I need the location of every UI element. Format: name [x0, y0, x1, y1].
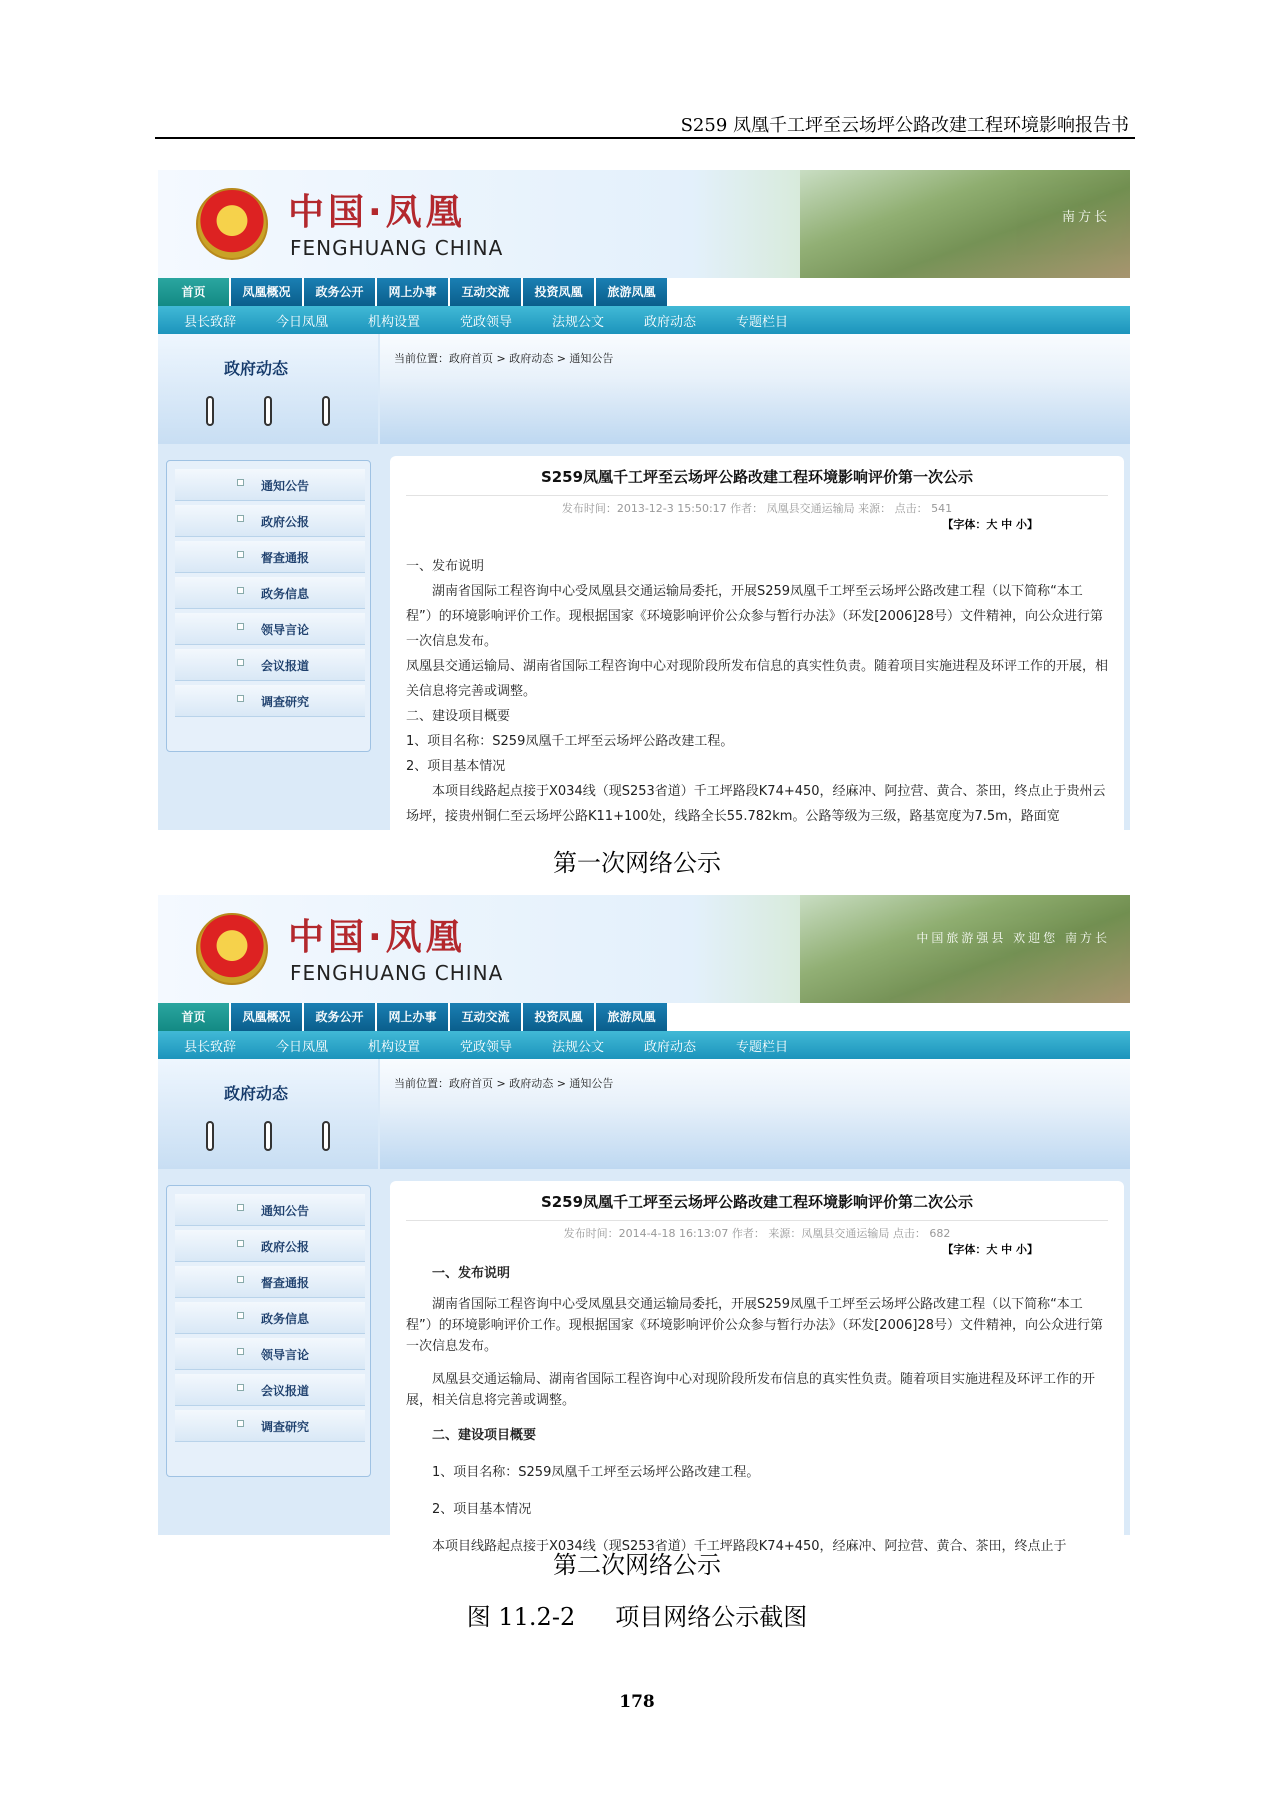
- article-paragraph: 凤凰县交通运输局、湖南省国际工程咨询中心对现阶段所发布信息的真实性负责。随着项目实施进程及环评工作的开展，相关信息将完善或调整。: [406, 1372, 1096, 1408]
- subnav-link[interactable]: 专题栏目: [736, 315, 789, 330]
- bullet-icon: [237, 1420, 244, 1427]
- bullet-icon: [237, 1384, 244, 1391]
- page-number: 178: [619, 1692, 655, 1712]
- font-size-control[interactable]: 【字体：大 中 小】: [942, 518, 1038, 531]
- site-name-en: FENGHUANG CHINA: [290, 961, 504, 985]
- nav-tab-tourism[interactable]: 旅游凤凰: [596, 278, 668, 306]
- hook-icon: [264, 396, 272, 426]
- article-title: S259凤凰千工坪至云场坪公路改建工程环境影响评价第一次公示: [406, 466, 1108, 496]
- hook-icon: [264, 1121, 272, 1151]
- subnav-link[interactable]: 政府动态: [644, 315, 697, 330]
- sub-nav: [158, 306, 1130, 334]
- font-size-control[interactable]: 【字体：大 中 小】: [942, 1243, 1038, 1256]
- caption-first: 第一次网络公示: [553, 849, 721, 877]
- sidebar-item[interactable]: 督查通报: [175, 541, 365, 573]
- subnav-link[interactable]: 县长致辞: [184, 1040, 237, 1055]
- sidebar-menu: [166, 460, 371, 752]
- subnav-link[interactable]: 今日凤凰: [276, 1040, 329, 1055]
- site-banner: [158, 895, 1130, 1003]
- article-paragraph: 湖南省国际工程咨询中心受凤凰县交通运输局委托，开展S259凤凰千工坪至云场坪公路改建工程（以下简称“本工程”）的环境影响评价工作。现根据国家《环境影响评价公众参与暂行办法》（环发[2006]28号）文件精神，向公众进行第一次信息发布。: [406, 584, 1104, 649]
- article-meta: 发布时间：2014-4-18 16:13:07 作者： 来源：凤凰县交通运输局 点击： 682: [563, 1227, 951, 1240]
- sidebar-menu: [166, 1185, 371, 1477]
- nav-tab-invest[interactable]: 投资凤凰: [523, 278, 595, 306]
- subnav-link[interactable]: 机构设置: [368, 315, 421, 330]
- breadcrumb: 当前位置：政府首页 > 政府动态 > 通知公告: [394, 352, 614, 365]
- sidebar-item[interactable]: 调查研究: [175, 1410, 365, 1442]
- site-name-cn: 中国·凤凰: [288, 192, 466, 233]
- nav-tab-home[interactable]: 首页: [158, 1003, 230, 1031]
- nav-tab-overview[interactable]: 凤凰概况: [231, 1003, 303, 1031]
- breadcrumb-bar: [380, 334, 1130, 444]
- article-paragraph: 本项目线路起点接于X034线（现S253省道）千工坪路段K74+450，经麻冲、阿拉营、黄合、茶田，终点止于贵州云场坪，接贵州铜仁至云场坪公路K11+100处，线路全长55.782km。公路等级为三级，路基宽度为7.5m，路面宽: [406, 784, 1106, 824]
- sidebar-item[interactable]: 调查研究: [175, 685, 365, 717]
- article-paragraph: 二、建设项目概要: [406, 709, 511, 724]
- sidebar-title-box: [158, 1059, 378, 1169]
- hook-icon: [206, 1121, 214, 1151]
- article-paragraph: 二、建设项目概要: [432, 1428, 537, 1443]
- screenshot-second-notice: [158, 895, 1130, 1554]
- bullet-icon: [237, 479, 244, 486]
- screenshot-first-notice: [158, 170, 1130, 830]
- sidebar-item[interactable]: 督查通报: [175, 1266, 365, 1298]
- sidebar-item[interactable]: 政务信息: [175, 1302, 365, 1334]
- sidebar-title-box: [158, 334, 378, 444]
- sidebar-item[interactable]: 领导言论: [175, 1338, 365, 1370]
- hook-icon: [322, 396, 330, 426]
- bullet-icon: [237, 587, 244, 594]
- subnav-link[interactable]: 政府动态: [644, 1040, 697, 1055]
- bullet-icon: [237, 1276, 244, 1283]
- article-title: S259凤凰千工坪至云场坪公路改建工程环境影响评价第二次公示: [406, 1191, 1108, 1221]
- article-content: [390, 1181, 1124, 1554]
- nav-tab-gov-affairs[interactable]: 政务公开: [304, 1003, 376, 1031]
- sidebar-title: 政府动态: [224, 359, 289, 378]
- subnav-link[interactable]: 机构设置: [368, 1040, 421, 1055]
- site-name-cn: 中国·凤凰: [288, 917, 466, 958]
- nav-tab-interaction[interactable]: 互动交流: [450, 1003, 522, 1031]
- subnav-link[interactable]: 党政领导: [460, 315, 513, 330]
- breadcrumb: 当前位置：政府首页 > 政府动态 > 通知公告: [394, 1077, 614, 1090]
- article-paragraph: 2、项目基本情况: [406, 759, 506, 774]
- sidebar-title: 政府动态: [224, 1084, 289, 1103]
- national-emblem-icon: ★: [196, 188, 268, 260]
- document-header: [155, 105, 1135, 139]
- great-wall-image: 中国旅游强县 欢迎您 南方长: [800, 895, 1130, 1003]
- document-header-title: S259 凤凰千工坪至云场坪公路改建工程环境影响报告书: [680, 115, 1129, 136]
- nav-tab-gov-affairs[interactable]: 政务公开: [304, 278, 376, 306]
- sidebar-item[interactable]: 会议报道: [175, 649, 365, 681]
- sidebar-item[interactable]: 政府公报: [175, 505, 365, 537]
- sub-nav: [158, 1031, 1130, 1059]
- nav-tab-online-service[interactable]: 网上办事: [377, 1003, 449, 1031]
- bullet-icon: [237, 1312, 244, 1319]
- caption-second: 第二次网络公示: [553, 1551, 721, 1579]
- sidebar-item[interactable]: 政务信息: [175, 577, 365, 609]
- subnav-link[interactable]: 今日凤凰: [276, 315, 329, 330]
- article-paragraph: 湖南省国际工程咨询中心受凤凰县交通运输局委托，开展S259凤凰千工坪至云场坪公路改建工程（以下简称“本工程”）的环境影响评价工作。现根据国家《环境影响评价公众参与暂行办法》（环发[2006]28号）文件精神，向公众进行第一次信息发布。: [406, 1297, 1104, 1354]
- site-name-en: FENGHUANG CHINA: [290, 236, 504, 260]
- breadcrumb-bar: [380, 1059, 1130, 1169]
- sidebar-item[interactable]: 政府公报: [175, 1230, 365, 1262]
- subnav-link[interactable]: 法规公文: [552, 1040, 605, 1055]
- national-emblem-icon: ★: [196, 913, 268, 985]
- article-content: [390, 456, 1124, 830]
- hook-icon: [206, 396, 214, 426]
- article-paragraph: 一、发布说明: [432, 1266, 511, 1281]
- sidebar-item[interactable]: 通知公告: [175, 469, 365, 501]
- great-wall-image: 南方长: [800, 170, 1130, 278]
- main-nav: [158, 278, 1130, 306]
- bullet-icon: [237, 1204, 244, 1211]
- bullet-icon: [237, 1240, 244, 1247]
- subnav-link[interactable]: 法规公文: [552, 315, 605, 330]
- subnav-link[interactable]: 党政领导: [460, 1040, 513, 1055]
- article-paragraph: 1、项目名称：S259凤凰千工坪至云场坪公路改建工程。: [406, 734, 734, 749]
- figure-caption: [0, 1597, 1274, 1632]
- nav-tab-overview[interactable]: 凤凰概况: [231, 278, 303, 306]
- nav-tab-online-service[interactable]: 网上办事: [377, 278, 449, 306]
- article-meta: 发布时间：2013-12-3 15:50:17 作者： 凤凰县交通运输局 来源： 点击： 541: [561, 502, 953, 515]
- nav-tab-interaction[interactable]: 互动交流: [450, 278, 522, 306]
- bullet-icon: [237, 1348, 244, 1355]
- subnav-link[interactable]: 县长致辞: [184, 315, 237, 330]
- article-paragraph: 本项目线路起点接于X034线（现S253省道）千工坪路段K74+450，经麻冲、阿拉营、黄合、茶田，终点止于: [432, 1539, 1067, 1554]
- sidebar-item[interactable]: 领导言论: [175, 613, 365, 645]
- article-paragraph: 凤凰县交通运输局、湖南省国际工程咨询中心对现阶段所发布信息的真实性负责。随着项目实施进程及环评工作的开展，相关信息将完善或调整。: [406, 659, 1109, 699]
- nav-tab-invest[interactable]: 投资凤凰: [523, 1003, 595, 1031]
- figure-caption-text: 项目网络公示截图: [615, 1603, 808, 1631]
- article-paragraph: 一、发布说明: [406, 559, 485, 574]
- main-nav: [158, 1003, 1130, 1031]
- site-banner: [158, 170, 1130, 278]
- nav-tab-home[interactable]: 首页: [158, 278, 230, 306]
- bullet-icon: [237, 551, 244, 558]
- bullet-icon: [237, 695, 244, 702]
- sidebar-item[interactable]: 会议报道: [175, 1374, 365, 1406]
- hook-icon: [322, 1121, 330, 1151]
- subnav-link[interactable]: 专题栏目: [736, 1040, 789, 1055]
- bullet-icon: [237, 515, 244, 522]
- article-paragraph: 2、项目基本情况: [432, 1502, 532, 1517]
- article-paragraph: 1、项目名称：S259凤凰千工坪至云场坪公路改建工程。: [432, 1465, 760, 1480]
- figure-label: 图 11.2-2: [466, 1603, 576, 1631]
- bullet-icon: [237, 623, 244, 630]
- bullet-icon: [237, 659, 244, 666]
- sidebar-item[interactable]: 通知公告: [175, 1194, 365, 1226]
- nav-tab-tourism[interactable]: 旅游凤凰: [596, 1003, 668, 1031]
